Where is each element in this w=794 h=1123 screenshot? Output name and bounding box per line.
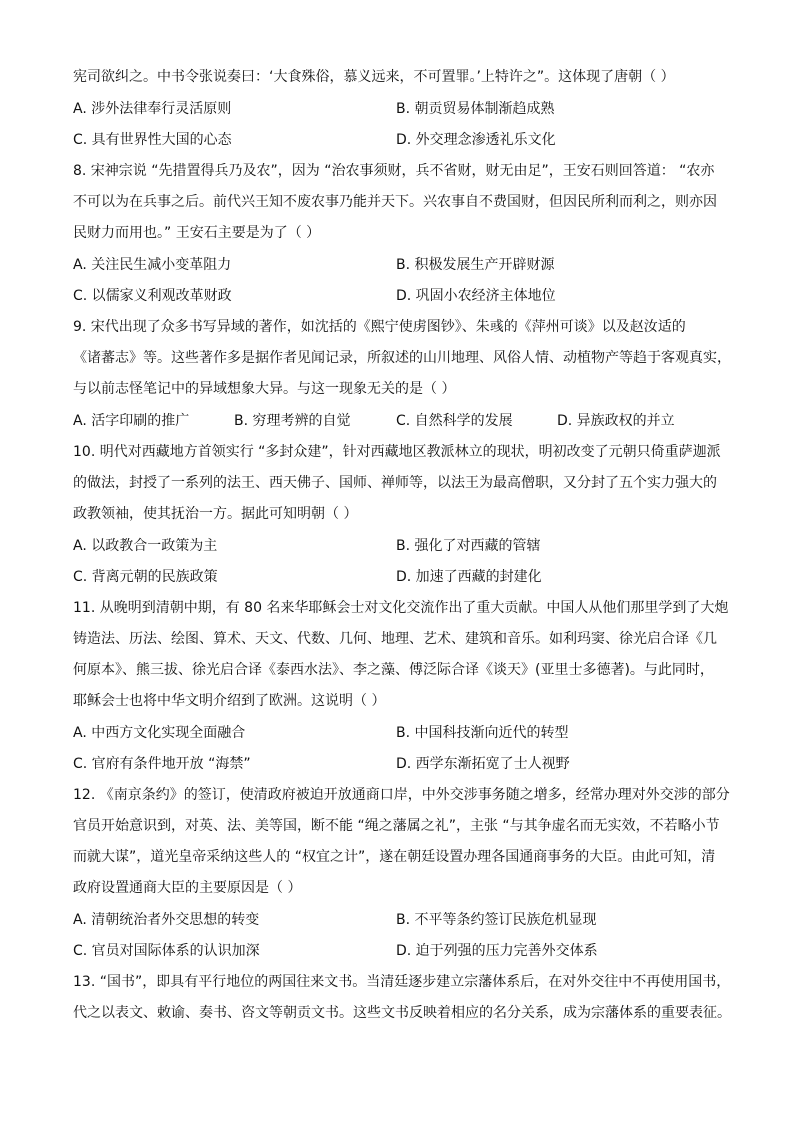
q7-option-d: D. 外交理念渗透礼乐文化 (396, 132, 556, 148)
q9-text-line: 与以前志怪笔记中的异域想象大异。与这一现象无关的是（ ） (73, 381, 456, 397)
q11-text-line: 11. 从晚明到清朝中期，有 80 名来华耶稣会士对文化交流作出了重大贡献。中国人从他们那里学到了大炮 (73, 600, 729, 616)
q9-option-a: A. 活字印刷的推广 (73, 413, 190, 429)
q12-option-c: C. 官员对国际体系的认识加深 (73, 943, 260, 959)
q8-text-line: 不可以为在兵事之后。前代兴王知不废农事乃能并天下。兴农事自不费国财，但因民所利而利之，则亦因 (73, 194, 717, 210)
q10-option-d: D. 加速了西藏的封建化 (396, 569, 542, 585)
q10-text-line: 10. 明代对西藏地方首领实行 “多封众建”，针对西藏地区教派林立的现状，明初改变了元朝只倚重萨迦派 (73, 444, 721, 460)
q11-text-line: 耶稣会士也将中华文明介绍到了欧洲。这说明（ ） (73, 693, 386, 709)
q9-option-c: C. 自然科学的发展 (396, 413, 513, 429)
q11-option-c: C. 官府有条件地开放 “海禁” (73, 756, 251, 772)
q8-text-line: 民财力而用也。” 王安石主要是为了（ ） (73, 225, 321, 241)
q11-option-a: A. 中西方文化实现全面融合 (73, 725, 246, 741)
q13-text-line: 代之以表文、敕谕、奏书、咨文等朝贡文书。这些文书反映着相应的名分关系，成为宗藩体系的重要表征。 (73, 1005, 731, 1021)
q9-text-line: 《诸蕃志》等。这些著作多是据作者见闻记录，所叙述的山川地理、风俗人情、动植物产等趋于客观真实， (73, 350, 731, 366)
q8-text-line: 8. 宋神宗说 “先措置得兵乃及农”，因为 “治农事须财，兵不省财，财无由足”，王安石则回答道： “农亦 (73, 163, 715, 179)
q11-text-line: 铸造法、历法、绘图、算术、天文、代数、几何、地理、艺术、建筑和音乐。如利玛窦、徐光启合译《几 (73, 631, 717, 647)
q7-option-c: C. 具有世界性大国的心态 (73, 132, 232, 148)
q12-text-line: 官员开始意识到，对英、法、美等国，断不能 “绳之藩属之礼”，主张 “与其争虚名而无实效，不若略小节 (73, 818, 720, 834)
q12-text-line: 政府设置通商大臣的主要原因是（ ） (73, 880, 302, 896)
q9-text-line: 9. 宋代出现了众多书写异域的著作，如沈括的《熙宁使虏图钞》、朱彧的《萍州可谈》以及赵汝适的 (73, 319, 686, 335)
q12-option-d: D. 迫于列强的压力完善外交体系 (396, 943, 598, 959)
q10-option-c: C. 背离元朝的民族政策 (73, 569, 218, 585)
q10-text-line: 的做法，封授了一系列的法王、西天佛子、国师、禅师等，以法王为最高僧职，又分封了五个实力强大的 (73, 475, 717, 491)
q7-option-a: A. 涉外法律奉行灵活原则 (73, 101, 232, 117)
q11-option-d: D. 西学东渐拓宽了士人视野 (396, 756, 570, 772)
q8-option-c: C. 以儒家义利观改革财政 (73, 288, 232, 304)
q10-text-line: 政教领袖，使其抚治一方。据此可知明朝（ ） (73, 506, 358, 522)
q9-option-d: D. 异族政权的并立 (557, 413, 675, 429)
q7-option-b: B. 朝贡贸易体制渐趋成熟 (396, 101, 555, 117)
q13-text-line: 13. “国书”，即具有平行地位的两国往来文书。当清廷逐步建立宗藩体系后，在对外交往中不再使用国书， (73, 974, 731, 990)
q10-option-b: B. 强化了对西藏的管辖 (396, 538, 541, 554)
q12-option-a: A. 清朝统治者外交思想的转变 (73, 912, 260, 928)
q12-text-line: 12. 《南京条约》的签订，使清政府被迫开放通商口岸，中外交涉事务随之增多，经常办理对外交涉的部分 (73, 787, 730, 803)
q12-text-line: 而就大谋”，道光皇帝采纳这些人的 “权宜之计”，遂在朝廷设置办理各国通商事务的大臣。由此可知，清 (73, 849, 716, 865)
q11-text-line: 何原本》、熊三拔、徐光启合译《泰西水法》、李之藻、傅泛际合译《谈天》(亚里士多德著)。与此同时， (73, 662, 714, 678)
q8-option-d: D. 巩固小农经济主体地位 (396, 288, 556, 304)
q12-option-b: B. 不平等条约签订民族危机显现 (396, 912, 597, 928)
q10-option-a: A. 以政教合一政策为主 (73, 538, 218, 554)
q11-option-b: B. 中国科技渐向近代的转型 (396, 725, 569, 741)
q8-option-b: B. 积极发展生产开辟财源 (396, 257, 555, 273)
q9-option-b: B. 穷理考辨的自觉 (234, 413, 351, 429)
q7-text-line: 宪司欲纠之。中书令张说奏曰：‘大食殊俗，慕义远来，不可置罪。’上特许之”。这体现了唐朝（ ） (73, 69, 675, 85)
q8-option-a: A. 关注民生减小变革阻力 (73, 257, 232, 273)
